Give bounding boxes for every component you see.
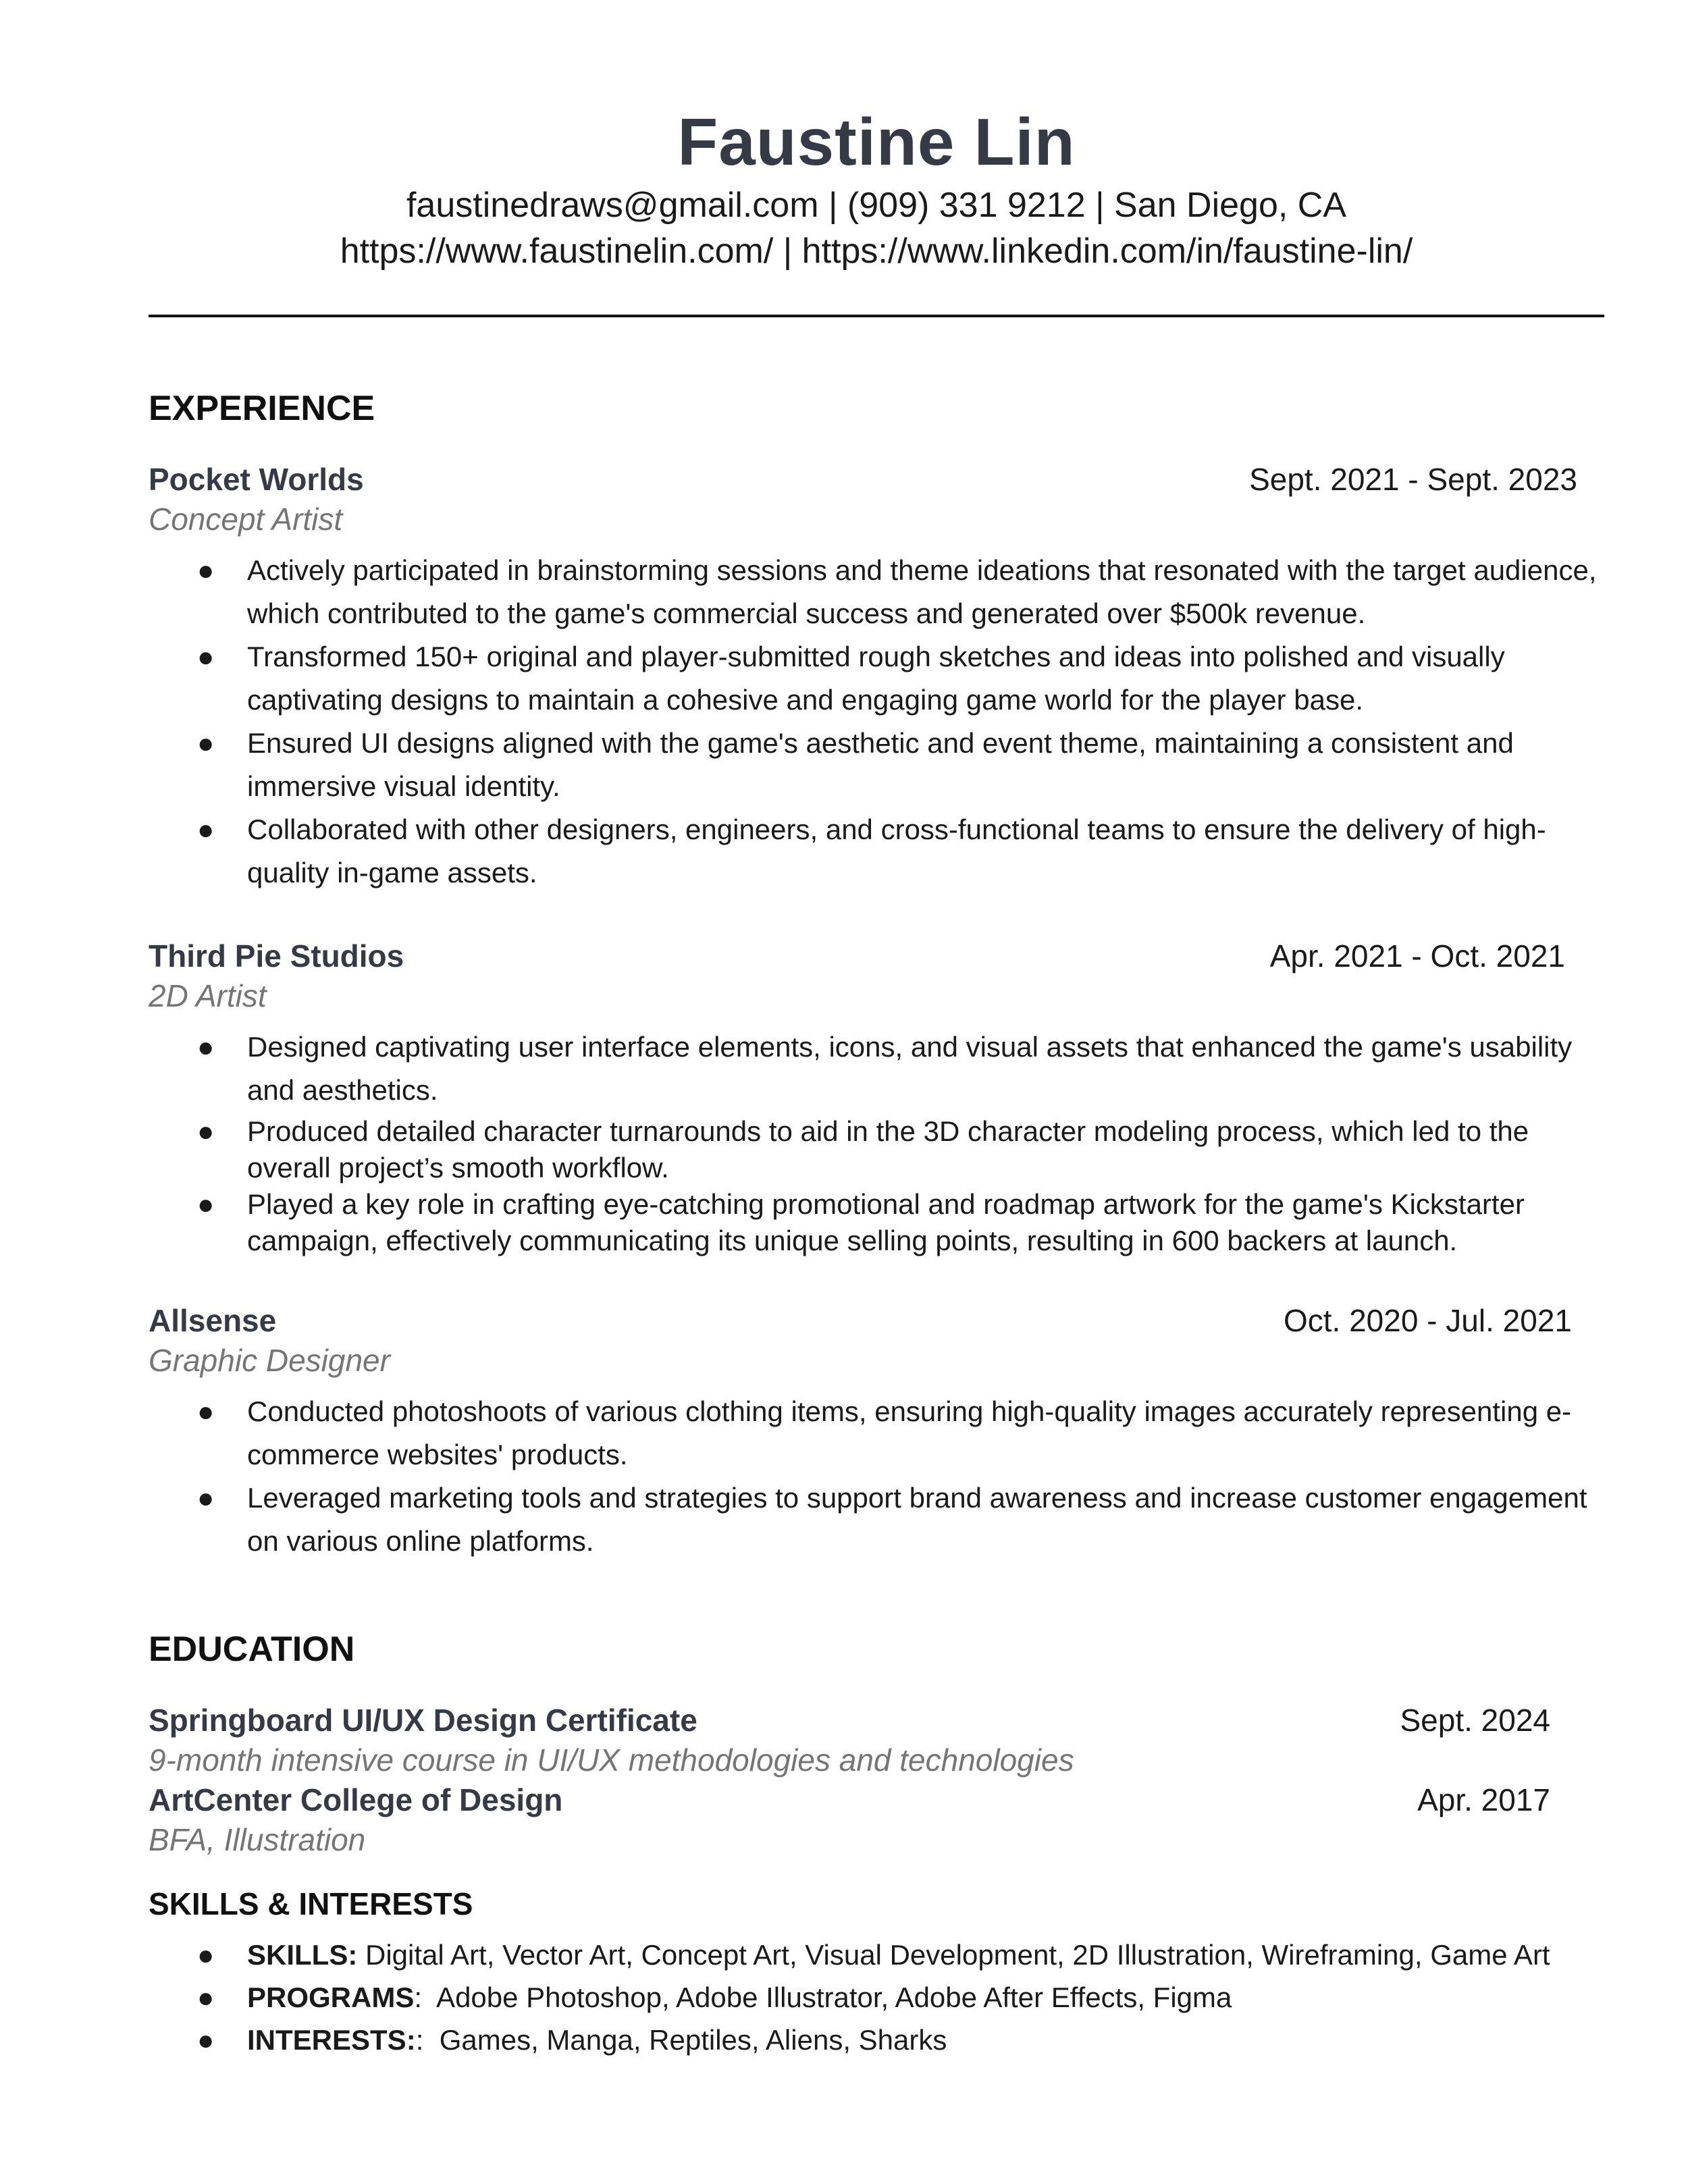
list-item [197,2019,1629,2061]
list-item [197,1934,1629,1976]
bullet-icon: ● [197,554,215,586]
bullet-icon: ● [197,1115,215,1147]
bullet-icon: ● [197,2024,215,2056]
job-role: 2D Artist [149,978,267,1013]
education-name: ArtCenter College of Design [149,1782,563,1817]
education-date: Apr. 2017 [1417,1782,1550,1817]
list-item: ● Conducted photoshoots of various clothing items, ensuring high-quality images accurately representing e-commerce websites' products. [197,1390,1604,1476]
programs-label: PROGRAMS [247,1981,415,2013]
list-item: ● Designed captivating user interface elements, icons, and visual assets that enhanced the game's usability and aesthetics. [197,1026,1604,1112]
interests-label: INTERESTS: [247,2024,416,2056]
job-bullets [197,549,1604,895]
job-company: Allsense [149,1303,277,1338]
skills-label: SKILLS: [247,1939,358,1971]
education-detail: BFA, Illustration [149,1822,366,1857]
programs-value: : Adobe Photoshop, Adobe Illustrator, Adobe After Effects, Figma [414,1981,1232,2013]
job-company: Pocket Worlds [149,462,364,497]
bullet-icon: ● [197,1188,215,1220]
bullet-icon: ● [197,641,215,672]
bullet-icon: ● [197,814,215,845]
job-header [149,1302,1591,1346]
contact-line-2: https://www.faustinelin.com/ | https://www.linkedin.com/in/faustine-lin/ [340,232,1413,271]
header-divider [149,315,1604,317]
education-heading: EDUCATION [149,1630,355,1669]
job-dates: Sept. 2021 - Sept. 2023 [1249,462,1577,497]
bullet-icon: ● [197,1031,215,1063]
list-item: ● Collaborated with other designers, engineers, and cross-functional teams to ensure the delivery of high-quality in-game assets. [197,808,1604,895]
resume-header [0,101,1688,274]
bullet-icon: ● [197,1395,215,1427]
job-bullets [197,1390,1604,1563]
job-company: Third Pie Studios [149,938,404,974]
job-role: Graphic Designer [149,1343,390,1378]
experience-heading: EXPERIENCE [149,389,375,428]
education-date: Sept. 2024 [1400,1703,1550,1738]
job-bullets [197,1026,1604,1259]
job-role: Concept Artist [149,502,343,537]
job-dates: Oct. 2020 - Jul. 2021 [1283,1303,1572,1338]
list-item: ● Transformed 150+ original and player-submitted rough sketches and ideas into polished and visually captivating designs to maintain a cohesive and engaging game world for the player base. [197,635,1604,722]
bullet-icon: ● [197,1939,215,1971]
bullet-icon: ● [197,1482,215,1514]
education-name: Springboard UI/UX Design Certificate [149,1703,697,1738]
list-item: ● Leveraged marketing tools and strategies to support brand awareness and increase customer engagement on various online platforms. [197,1476,1604,1563]
list-item: ● Ensured UI designs aligned with the game's aesthetic and event theme, maintaining a consistent and immersive visual identity. [197,722,1604,808]
bullet-icon: ● [197,727,215,759]
education-item-header [149,1782,1577,1822]
job-header [149,461,1591,504]
list-item: ● Played a key role in crafting eye-catching promotional and roadmap artwork for the game's Kickstarter campaign, effectively communicating its unique selling points, resulting in 600 backers at launch. [197,1186,1604,1259]
bullet-icon: ● [197,1981,215,2013]
list-item [197,1976,1629,2019]
job-dates: Apr. 2021 - Oct. 2021 [1269,938,1565,974]
skills-value: Digital Art, Vector Art, Concept Art, Visual Development, 2D Illustration, Wireframing, Game Art [357,1939,1550,1971]
education-detail: 9-month intensive course in UI/UX methodologies and technologies [149,1742,1074,1778]
candidate-name: Faustine Lin [677,105,1076,179]
list-item: ● Actively participated in brainstorming sessions and theme ideations that resonated with the target audience, which contributed to the game's commercial success and generated over $500k revenue. [197,549,1604,635]
list-item: ● Produced detailed character turnarounds to aid in the 3D character modeling process, which led to the overall project’s smooth workflow. [197,1113,1604,1186]
job-header [149,938,1591,981]
contact-line-1: faustinedraws@gmail.com | (909) 331 9212 | San Diego, CA [406,186,1347,225]
skills-heading: SKILLS & INTERESTS [149,1886,473,1921]
interests-value: : Games, Manga, Reptiles, Aliens, Sharks [415,2024,947,2056]
skills-list [197,1934,1629,2061]
education-item-header [149,1702,1577,1742]
